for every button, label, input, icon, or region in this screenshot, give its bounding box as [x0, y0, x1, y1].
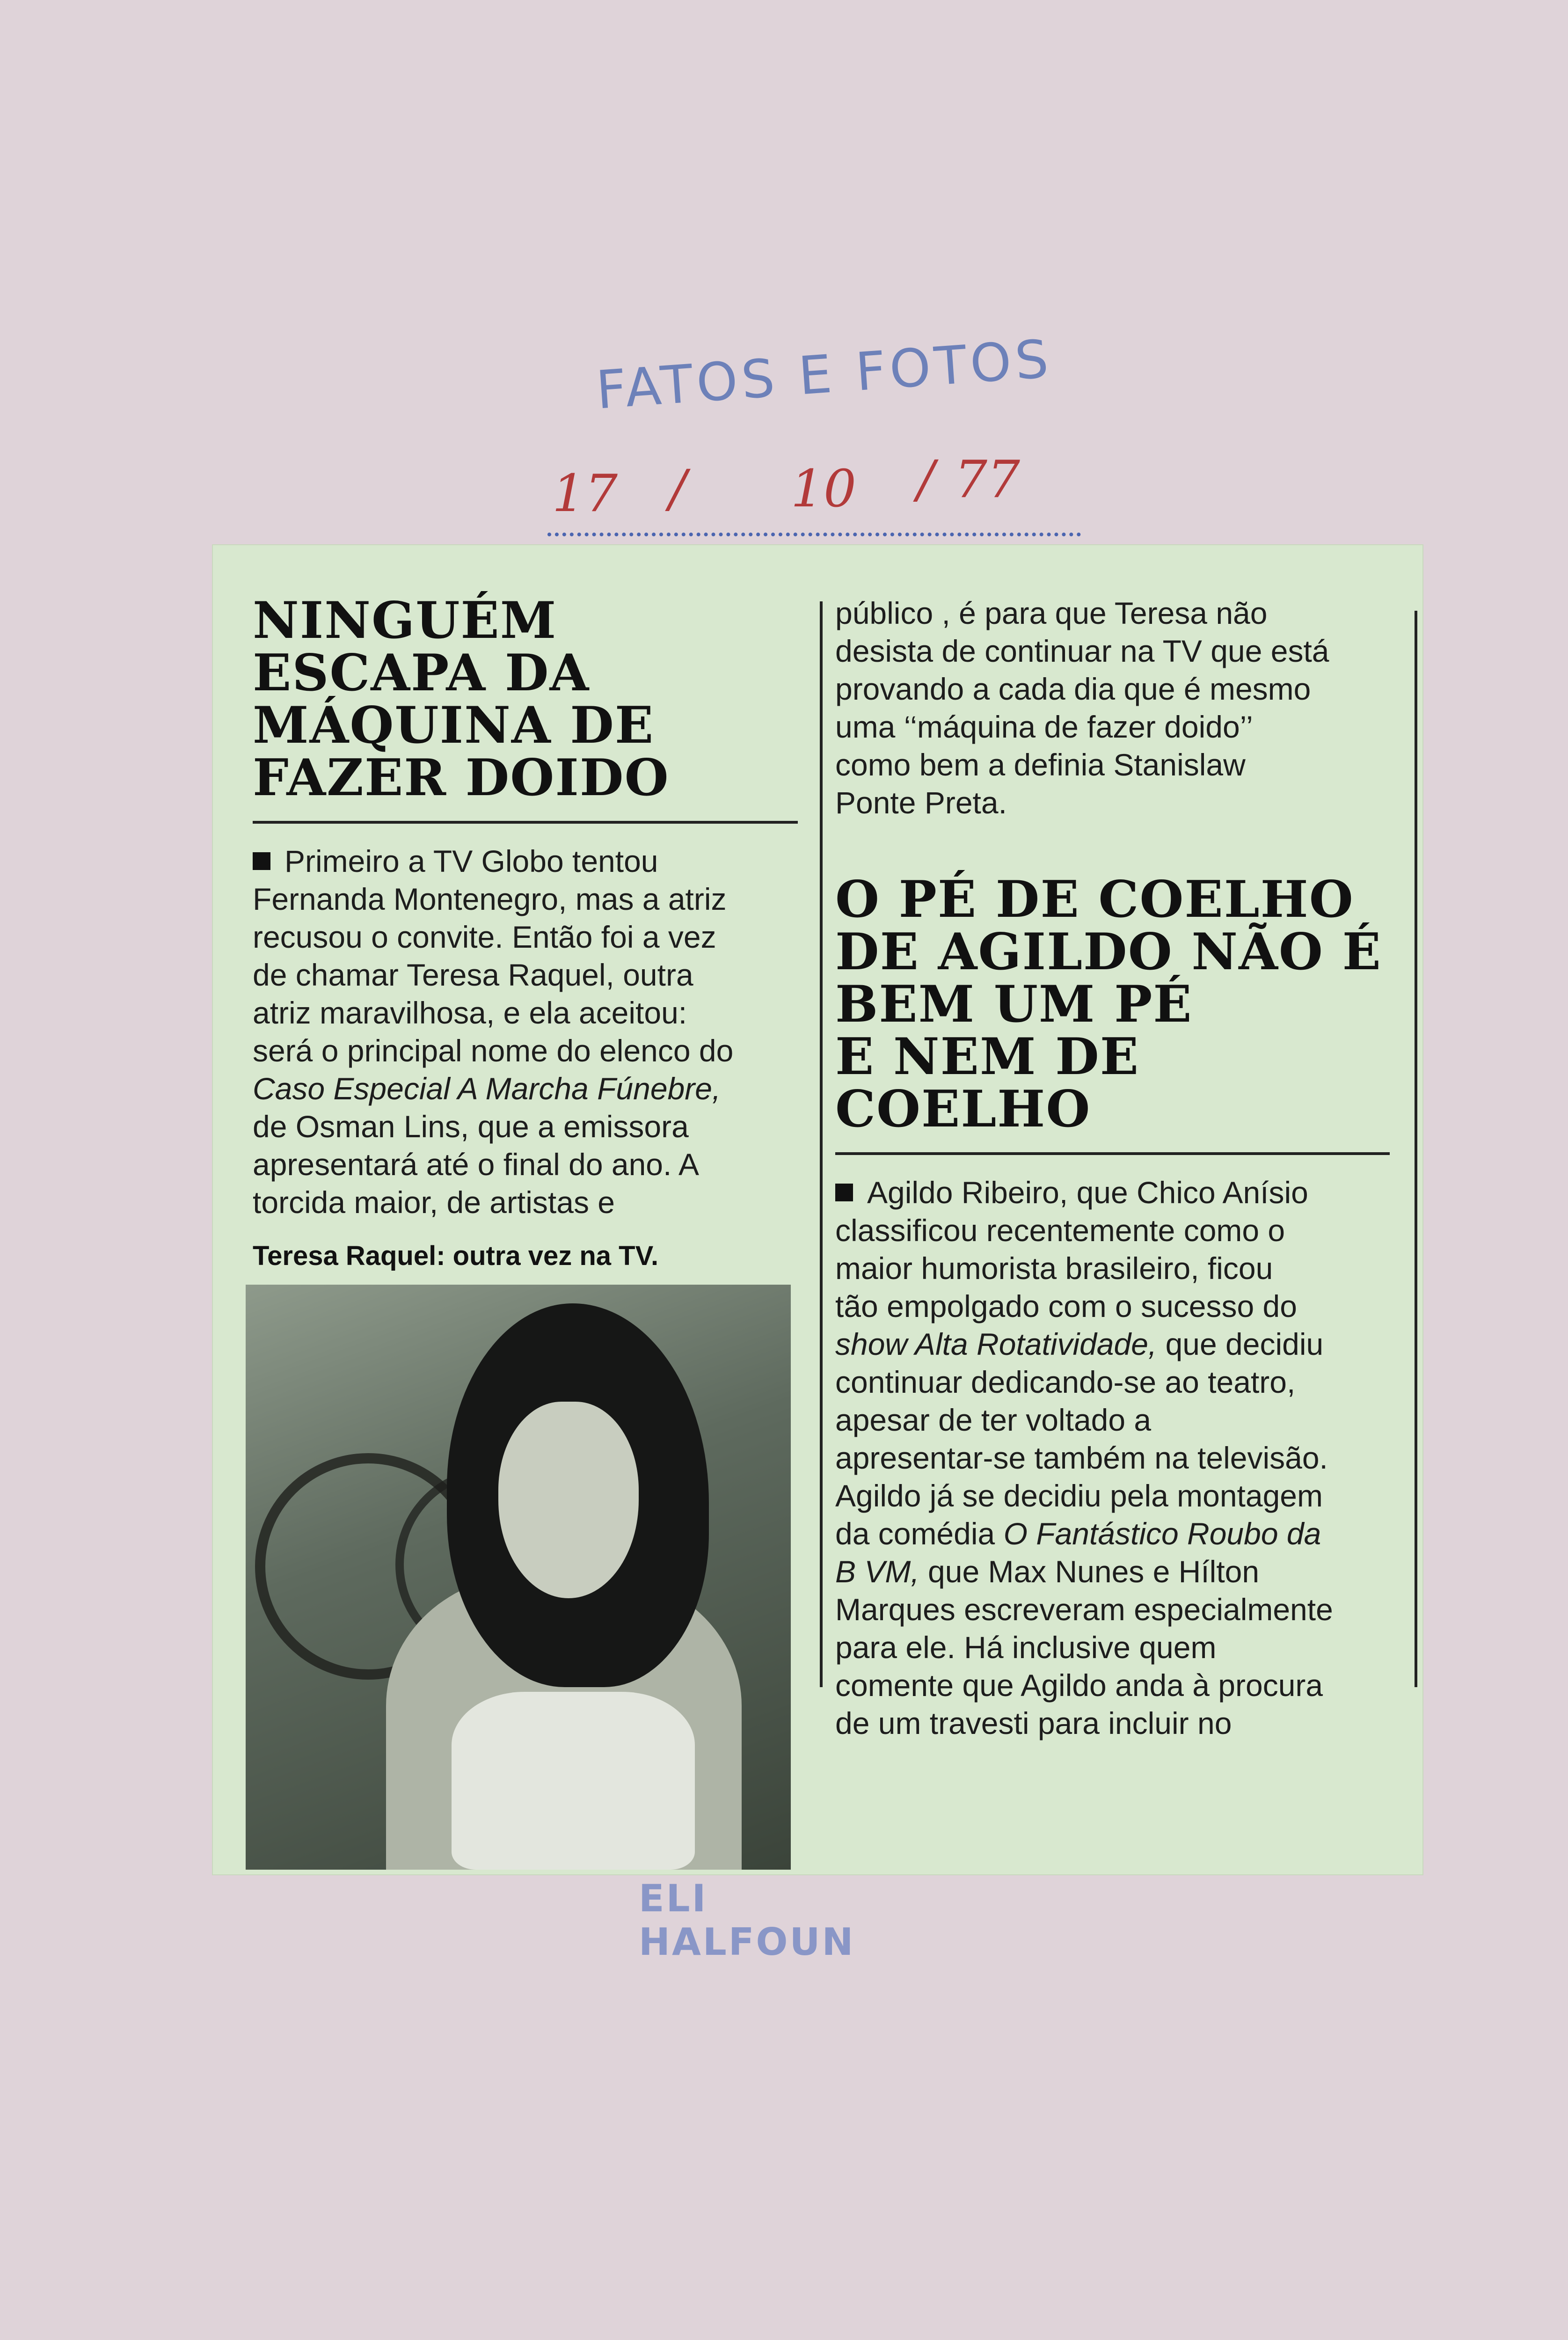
source-stamp: FATOS E FOTOS: [594, 328, 1054, 421]
bullet-icon: [835, 1184, 853, 1201]
article1-body-part2: de Osman Lins, que a emissora apresentará até o final do ano. A torcida maior, de artistas e: [253, 1109, 700, 1220]
article2-body: [835, 1174, 1390, 1742]
article1-headline: NINGUÉM ESCAPA DA MÁQUINA DE FAZER DOIDO: [253, 591, 670, 807]
date-day: 17: [552, 463, 618, 523]
article1-body-part1: Primeiro a TV Globo tentou Fernanda Montenegro, mas a atriz recusou o convite. Então foi a vez de chamar Teresa Raquel, outra atriz maravilhosa, e ela aceitou: será o principal nome do elenco do: [253, 844, 734, 1068]
date-separator: /: [669, 459, 687, 519]
right-edge-rule: [1415, 611, 1417, 1687]
article2-headline: O PÉ DE COELHO DE AGILDO NÃO É BEM UM PÉ E NEM DE COELHO: [835, 870, 1382, 1139]
photo-figure-face: [498, 1402, 639, 1598]
byline-stamp: ELI HALFOUN: [639, 1877, 855, 1964]
article1-body-italic: Caso Especial A Marcha Fúnebre,: [253, 1071, 721, 1106]
article2-body-b: que decidiu continuar dedicando-se ao teatro, apesar de ter voltado a apresentar-se também na televisão. Agildo já se decidiu pela montagem da comédia: [835, 1327, 1328, 1551]
date-year: 77: [955, 449, 1020, 509]
bullet-icon: [253, 852, 270, 870]
article1-continuation: público , é para que Teresa não desista de continuar na TV que está provando a cada dia que é mesmo uma ‘‘máquina de fazer doido’’ como bem a definia Stanislaw Ponte Preta.: [835, 596, 1329, 820]
headline-rule: [253, 821, 798, 824]
right-column: [835, 594, 1390, 1858]
article2-body-c: que Max Nunes e Hílton Marques escreveram especialmente para ele. Há inclusive quem comente que Agildo anda à procura de um travesti para incluir no: [835, 1554, 1333, 1740]
article2-body-italic: O Fantástico Roubo da B VM,: [835, 1516, 1321, 1589]
headline-rule: [835, 1152, 1390, 1155]
date-underline: [547, 533, 1081, 536]
article2-body-italic: show Alta Rotatividade,: [835, 1327, 1157, 1361]
column-divider: [820, 601, 823, 1687]
article1-body: [253, 842, 798, 1221]
date-separator: /: [917, 449, 935, 509]
newspaper-clipping: [213, 545, 1422, 1874]
portrait-photo: [246, 1285, 791, 1870]
article2-body-a: Agildo Ribeiro, que Chico Anísio classificou recentemente como o maior humorista brasileiro, ficou tão empolgado com o sucesso do: [835, 1175, 1308, 1324]
photo-figure-garment: [452, 1692, 695, 1870]
date-month: 10: [791, 459, 856, 519]
date-handwritten: [547, 449, 1081, 543]
photo-caption: Teresa Raquel: outra vez na TV.: [253, 1241, 659, 1271]
